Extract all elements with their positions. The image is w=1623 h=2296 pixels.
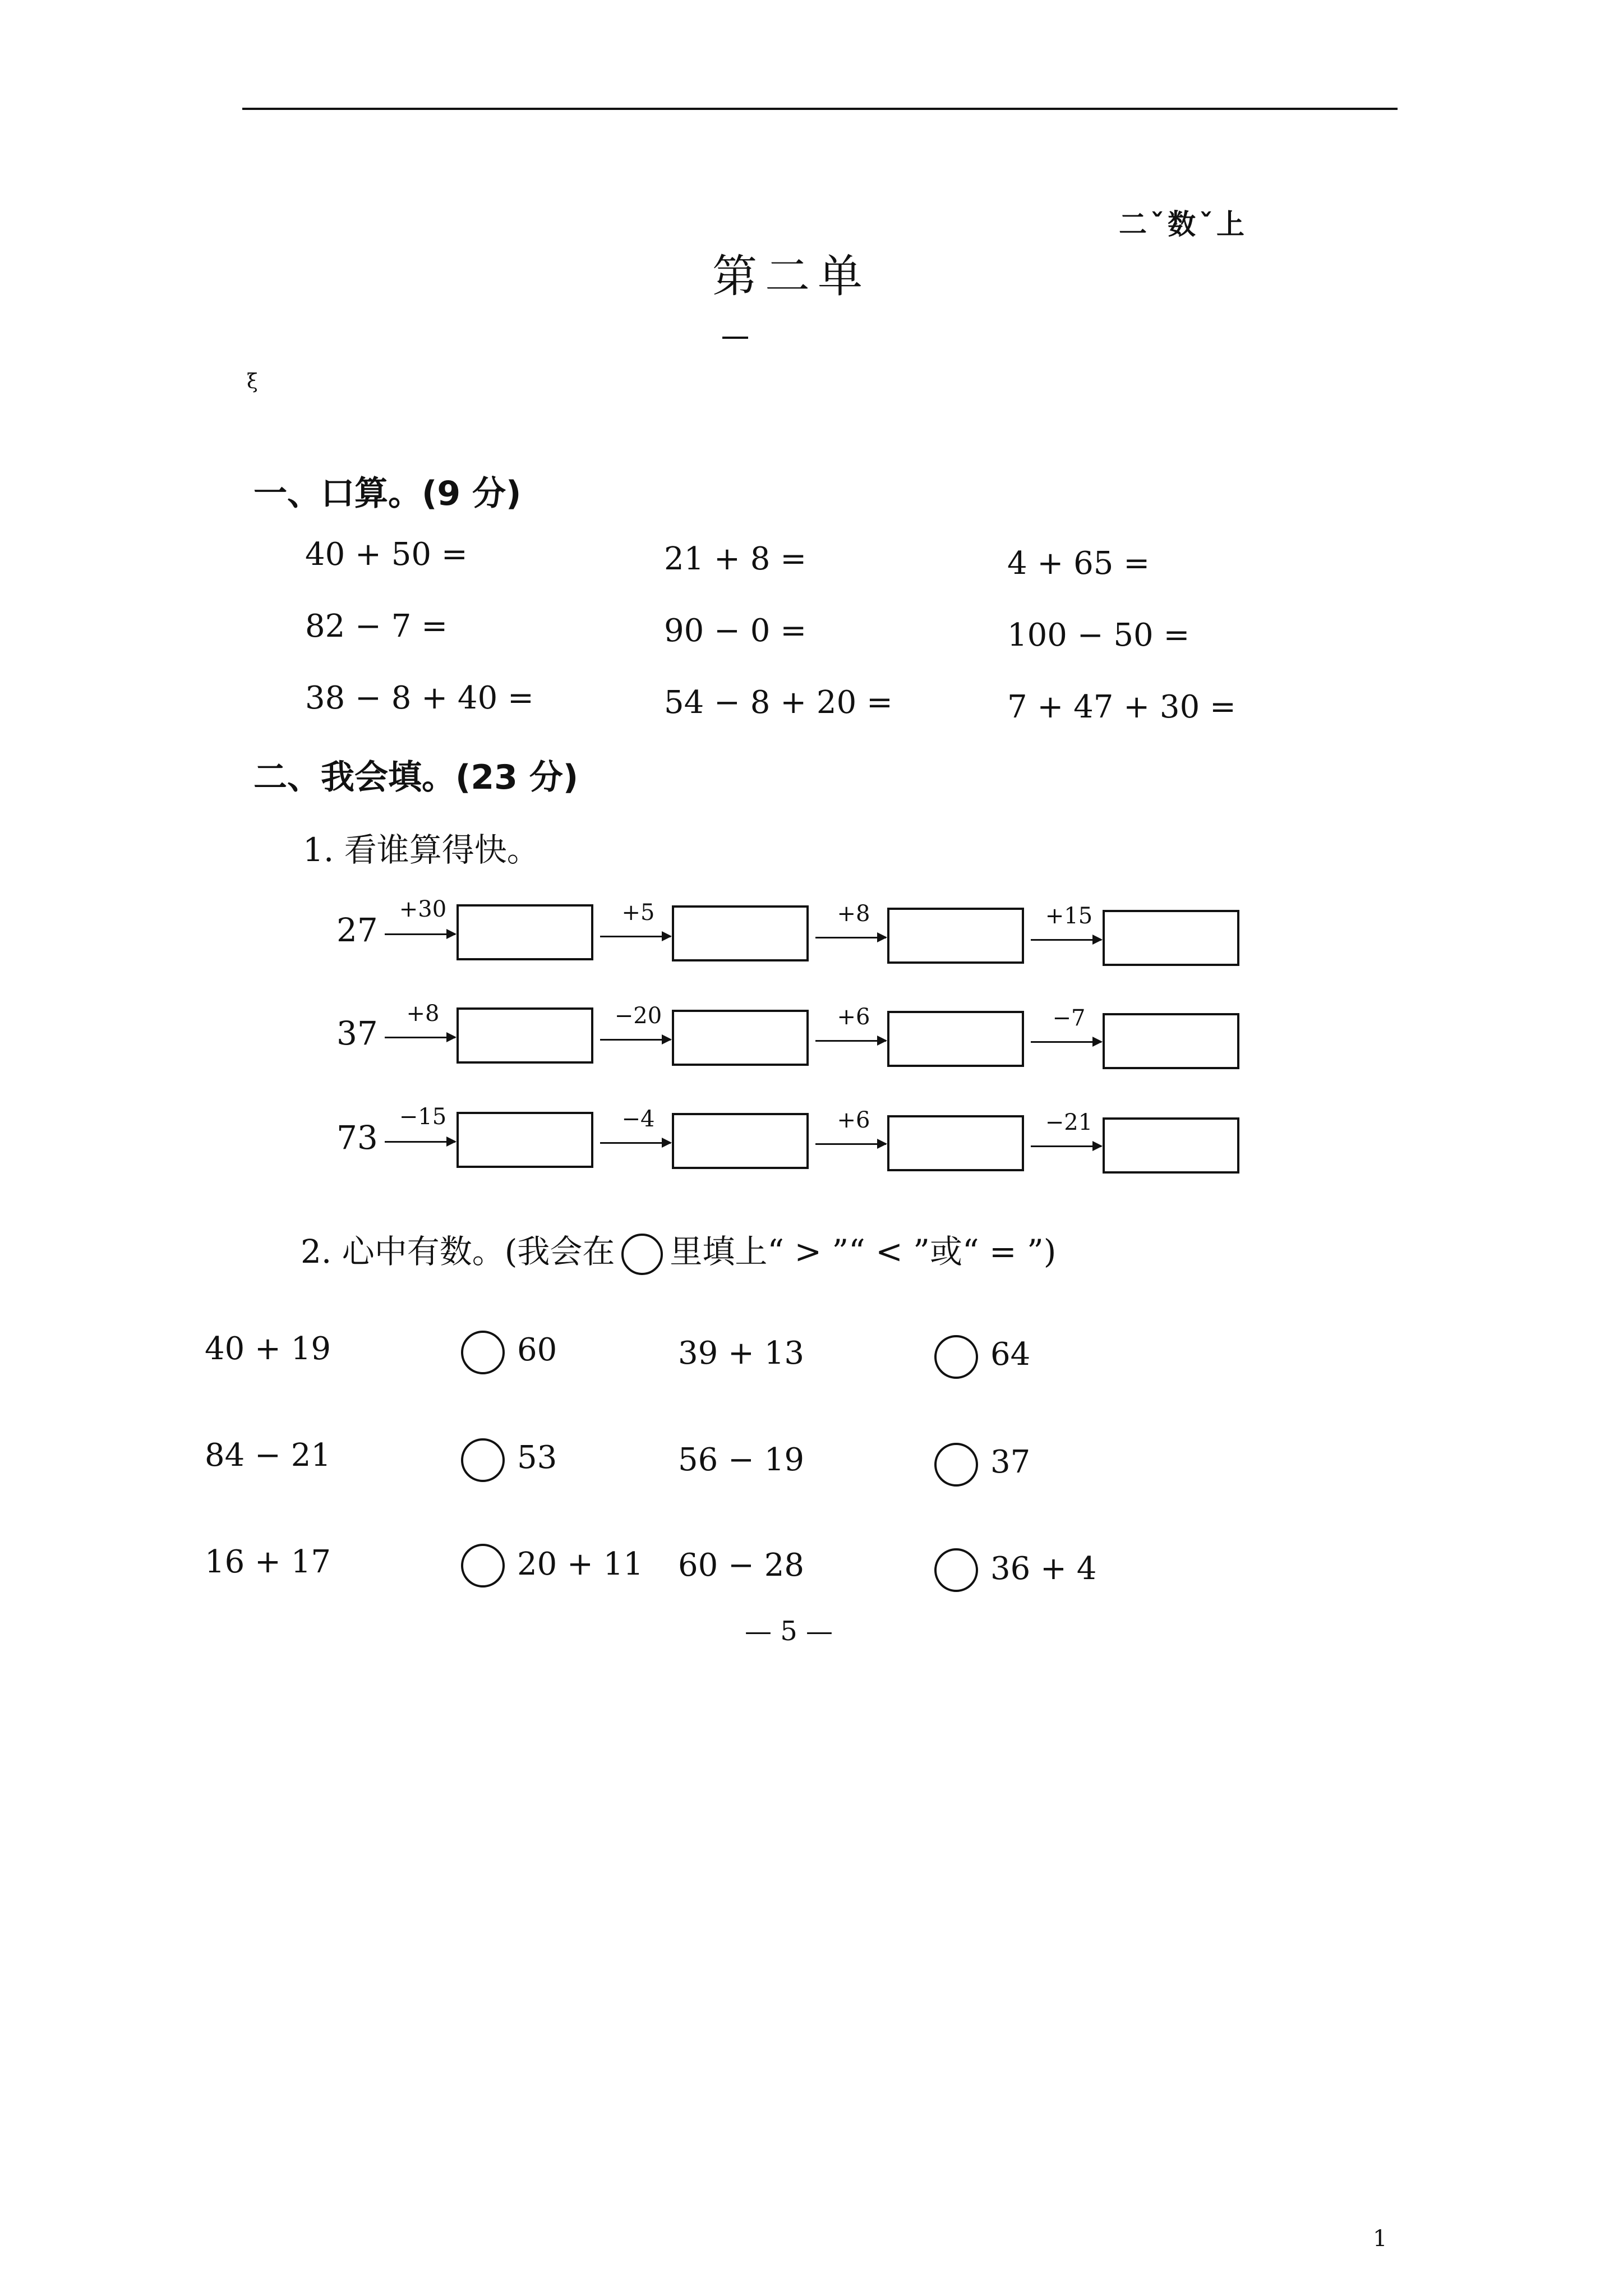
compare-right: 20 + 11: [517, 1546, 644, 1582]
compare-left: 60 − 28: [677, 1547, 804, 1584]
compare-right: 37: [990, 1444, 1031, 1480]
chain-op: −4: [621, 1106, 655, 1132]
chain-op: +5: [621, 900, 655, 926]
corner-number: 1: [1373, 2226, 1387, 2252]
answer-box[interactable]: [1103, 1117, 1239, 1174]
compare-right: 36 + 4: [990, 1550, 1097, 1587]
compare-circle[interactable]: [934, 1548, 978, 1592]
answer-box[interactable]: [457, 1112, 593, 1168]
compare-right: 60: [517, 1332, 557, 1368]
arrow-icon: [815, 1040, 886, 1042]
arrow-icon: [385, 1141, 455, 1143]
chain-op: +8: [406, 1001, 440, 1027]
margin-mark: ξ: [247, 370, 258, 393]
chain-op: −7: [1052, 1005, 1086, 1031]
compare-circle[interactable]: [461, 1544, 505, 1588]
compare-right: 64: [990, 1336, 1031, 1373]
arrow-icon: [385, 933, 455, 935]
chain-op: −21: [1045, 1110, 1093, 1135]
mental-math-item: 90 − 0 =: [664, 613, 807, 649]
answer-box[interactable]: [672, 1010, 809, 1066]
arrow-icon: [600, 1142, 671, 1144]
chain-op: −20: [614, 1003, 662, 1029]
chain-op: +15: [1045, 903, 1093, 929]
chain-op: −15: [399, 1104, 447, 1130]
arrow-icon: [815, 937, 886, 938]
corner-label: 二ˇ数ˇ上: [1119, 208, 1248, 241]
arrow-icon: [1031, 939, 1101, 941]
chain-start: 27: [336, 911, 378, 949]
chain-start: 73: [336, 1119, 378, 1157]
arrow-icon: [815, 1143, 886, 1145]
mental-math-item: 21 + 8 =: [664, 541, 807, 577]
circle-icon: [621, 1234, 663, 1275]
answer-box[interactable]: [887, 1115, 1024, 1171]
chain-op: +8: [837, 901, 870, 927]
mental-math-item: 7 + 47 + 30 =: [1007, 689, 1236, 725]
mental-math-item: 40 + 50 =: [305, 536, 468, 573]
chain-op: +6: [837, 1004, 870, 1030]
compare-left: 39 + 13: [677, 1335, 804, 1372]
answer-box[interactable]: [457, 904, 593, 960]
compare-circle[interactable]: [461, 1438, 505, 1482]
chain-op: +30: [399, 896, 447, 922]
chain-op: +6: [837, 1107, 870, 1133]
chain-start: 37: [336, 1014, 378, 1052]
mental-math-item: 4 + 65 =: [1007, 545, 1150, 582]
answer-box[interactable]: [457, 1007, 593, 1064]
q2-title: [301, 1225, 1056, 1275]
arrow-icon: [600, 1039, 671, 1041]
arrow-icon: [600, 936, 671, 937]
mental-math-item: 100 − 50 =: [1007, 617, 1190, 654]
mental-math-item: 38 − 8 + 40 =: [305, 680, 534, 716]
compare-circle[interactable]: [934, 1443, 978, 1487]
compare-circle[interactable]: [461, 1331, 505, 1374]
answer-box[interactable]: [887, 1011, 1024, 1067]
q1-title: 1. 看谁算得快。: [303, 831, 540, 869]
compare-left: 56 − 19: [677, 1442, 804, 1478]
arrow-icon: [1031, 1145, 1101, 1147]
answer-box[interactable]: [1103, 910, 1239, 966]
section2-heading: 二、我会填。(23 分): [253, 758, 579, 797]
mental-math-item: 82 − 7 =: [305, 608, 448, 645]
arrow-icon: [385, 1037, 455, 1038]
answer-box[interactable]: [1103, 1013, 1239, 1069]
compare-right: 53: [517, 1439, 557, 1476]
answer-box[interactable]: [672, 905, 809, 961]
q2-title-after: 里填上“ > ”“ < ”或“ = ”): [670, 1232, 1057, 1271]
compare-circle[interactable]: [934, 1335, 978, 1379]
compare-left: 84 − 21: [204, 1437, 331, 1474]
arrow-icon: [1031, 1041, 1101, 1043]
answer-box[interactable]: [672, 1113, 809, 1169]
q2-title-before: 2. 心中有数。(我会在: [301, 1232, 615, 1271]
compare-left: 16 + 17: [204, 1544, 331, 1580]
page-number: — 5 —: [745, 1616, 833, 1647]
answer-box[interactable]: [887, 908, 1024, 964]
section1-heading: 一、口算。(9 分): [253, 474, 522, 513]
top-rule: [242, 108, 1398, 110]
title-dash: [722, 337, 748, 339]
mental-math-item: 54 − 8 + 20 =: [664, 684, 893, 721]
compare-left: 40 + 19: [204, 1331, 331, 1367]
page-title: 第二单: [712, 250, 870, 302]
